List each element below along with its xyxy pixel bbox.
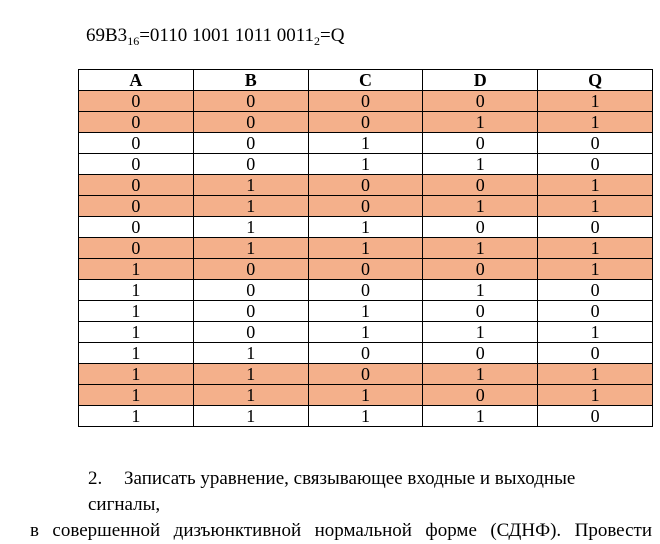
table-cell-d: 1 bbox=[423, 238, 538, 259]
column-header-a: A bbox=[79, 70, 194, 91]
table-cell-b: 0 bbox=[193, 322, 308, 343]
table-row bbox=[79, 322, 653, 343]
table-cell-d: 1 bbox=[423, 364, 538, 385]
table-cell-a: 1 bbox=[79, 343, 194, 364]
table-cell-b: 1 bbox=[193, 217, 308, 238]
table-cell-b: 0 bbox=[193, 133, 308, 154]
column-header-c: C bbox=[308, 70, 423, 91]
table-cell-a: 0 bbox=[79, 133, 194, 154]
table-cell-b: 0 bbox=[193, 259, 308, 280]
column-header-b: B bbox=[193, 70, 308, 91]
table-row bbox=[79, 406, 653, 427]
table-cell-c: 1 bbox=[308, 217, 423, 238]
task-line-1 bbox=[30, 466, 652, 518]
table-cell-d: 0 bbox=[423, 133, 538, 154]
table-cell-c: 1 bbox=[308, 301, 423, 322]
table-cell-a: 0 bbox=[79, 238, 194, 259]
table-cell-q: 1 bbox=[538, 196, 653, 217]
table-cell-a: 0 bbox=[79, 112, 194, 133]
table-cell-q: 1 bbox=[538, 259, 653, 280]
table-cell-c: 1 bbox=[308, 133, 423, 154]
table-cell-c: 0 bbox=[308, 112, 423, 133]
column-header-d: D bbox=[423, 70, 538, 91]
table-row bbox=[79, 154, 653, 175]
column-header-q: Q bbox=[538, 70, 653, 91]
table-cell-a: 1 bbox=[79, 301, 194, 322]
table-cell-d: 1 bbox=[423, 280, 538, 301]
table-cell-b: 0 bbox=[193, 91, 308, 112]
table-row bbox=[79, 364, 653, 385]
table-cell-b: 0 bbox=[193, 301, 308, 322]
table-cell-a: 0 bbox=[79, 217, 194, 238]
table-cell-b: 1 bbox=[193, 385, 308, 406]
table-cell-q: 0 bbox=[538, 217, 653, 238]
formula-tail: =Q bbox=[320, 25, 345, 46]
table-row bbox=[79, 196, 653, 217]
table-cell-d: 0 bbox=[423, 301, 538, 322]
table-row bbox=[79, 112, 653, 133]
table-cell-q: 1 bbox=[538, 364, 653, 385]
formula-hex-base: 16 bbox=[127, 34, 140, 48]
table-cell-c: 0 bbox=[308, 175, 423, 196]
table-cell-b: 1 bbox=[193, 175, 308, 196]
table-cell-q: 1 bbox=[538, 112, 653, 133]
table-cell-a: 1 bbox=[79, 259, 194, 280]
table-cell-q: 1 bbox=[538, 322, 653, 343]
truth-table-header-row bbox=[79, 70, 653, 91]
table-row bbox=[79, 343, 653, 364]
table-cell-a: 1 bbox=[79, 406, 194, 427]
table-cell-c: 1 bbox=[308, 154, 423, 175]
table-cell-c: 0 bbox=[308, 196, 423, 217]
table-cell-d: 1 bbox=[423, 406, 538, 427]
table-cell-d: 1 bbox=[423, 112, 538, 133]
table-cell-q: 1 bbox=[538, 91, 653, 112]
table-cell-d: 0 bbox=[423, 385, 538, 406]
table-row bbox=[79, 133, 653, 154]
table-row bbox=[79, 238, 653, 259]
task-paragraph bbox=[30, 466, 652, 544]
table-cell-b: 1 bbox=[193, 406, 308, 427]
table-cell-q: 1 bbox=[538, 238, 653, 259]
task-text-1: Записать уравнение, связывающее входные и выходные сигналы, bbox=[88, 468, 576, 515]
table-cell-c: 0 bbox=[308, 364, 423, 385]
table-cell-q: 0 bbox=[538, 133, 653, 154]
table-row bbox=[79, 280, 653, 301]
table-cell-b: 0 bbox=[193, 280, 308, 301]
table-cell-q: 1 bbox=[538, 175, 653, 196]
table-cell-d: 1 bbox=[423, 154, 538, 175]
table-cell-d: 0 bbox=[423, 343, 538, 364]
table-cell-d: 1 bbox=[423, 322, 538, 343]
task-number: 2. bbox=[88, 468, 103, 489]
table-cell-d: 0 bbox=[423, 217, 538, 238]
table-cell-d: 1 bbox=[423, 196, 538, 217]
table-cell-c: 0 bbox=[308, 280, 423, 301]
table-row bbox=[79, 259, 653, 280]
formula-hex-value: 69B3 bbox=[86, 25, 128, 46]
table-cell-q: 0 bbox=[538, 406, 653, 427]
table-cell-c: 1 bbox=[308, 238, 423, 259]
table-cell-c: 1 bbox=[308, 322, 423, 343]
table-cell-q: 0 bbox=[538, 301, 653, 322]
conversion-formula bbox=[86, 24, 344, 48]
truth-table-body bbox=[79, 91, 653, 427]
formula-binary-base: 2 bbox=[314, 34, 321, 48]
table-cell-q: 0 bbox=[538, 343, 653, 364]
table-cell-q: 1 bbox=[538, 385, 653, 406]
table-cell-b: 0 bbox=[193, 112, 308, 133]
table-cell-a: 0 bbox=[79, 175, 194, 196]
table-cell-d: 0 bbox=[423, 175, 538, 196]
table-cell-a: 1 bbox=[79, 364, 194, 385]
truth-table bbox=[78, 69, 653, 427]
table-cell-a: 1 bbox=[79, 322, 194, 343]
table-cell-b: 1 bbox=[193, 364, 308, 385]
table-cell-d: 0 bbox=[423, 259, 538, 280]
table-cell-c: 1 bbox=[308, 385, 423, 406]
table-cell-a: 0 bbox=[79, 154, 194, 175]
table-cell-q: 0 bbox=[538, 154, 653, 175]
table-cell-q: 0 bbox=[538, 280, 653, 301]
table-cell-a: 1 bbox=[79, 385, 194, 406]
table-row bbox=[79, 385, 653, 406]
formula-binary-value: =0110 1001 1011 0011 bbox=[139, 25, 315, 46]
table-cell-d: 0 bbox=[423, 91, 538, 112]
table-cell-b: 0 bbox=[193, 154, 308, 175]
table-cell-b: 1 bbox=[193, 196, 308, 217]
table-row bbox=[79, 301, 653, 322]
table-cell-b: 1 bbox=[193, 238, 308, 259]
table-cell-a: 0 bbox=[79, 196, 194, 217]
table-cell-c: 1 bbox=[308, 406, 423, 427]
table-cell-b: 1 bbox=[193, 343, 308, 364]
task-line-2: в совершенной дизъюнктивной нормальной форме (СДНФ). Провести bbox=[30, 520, 652, 541]
table-cell-c: 0 bbox=[308, 91, 423, 112]
table-row bbox=[79, 217, 653, 238]
table-cell-a: 0 bbox=[79, 91, 194, 112]
table-row bbox=[79, 91, 653, 112]
table-cell-c: 0 bbox=[308, 259, 423, 280]
table-cell-c: 0 bbox=[308, 343, 423, 364]
table-row bbox=[79, 175, 653, 196]
table-cell-a: 1 bbox=[79, 280, 194, 301]
